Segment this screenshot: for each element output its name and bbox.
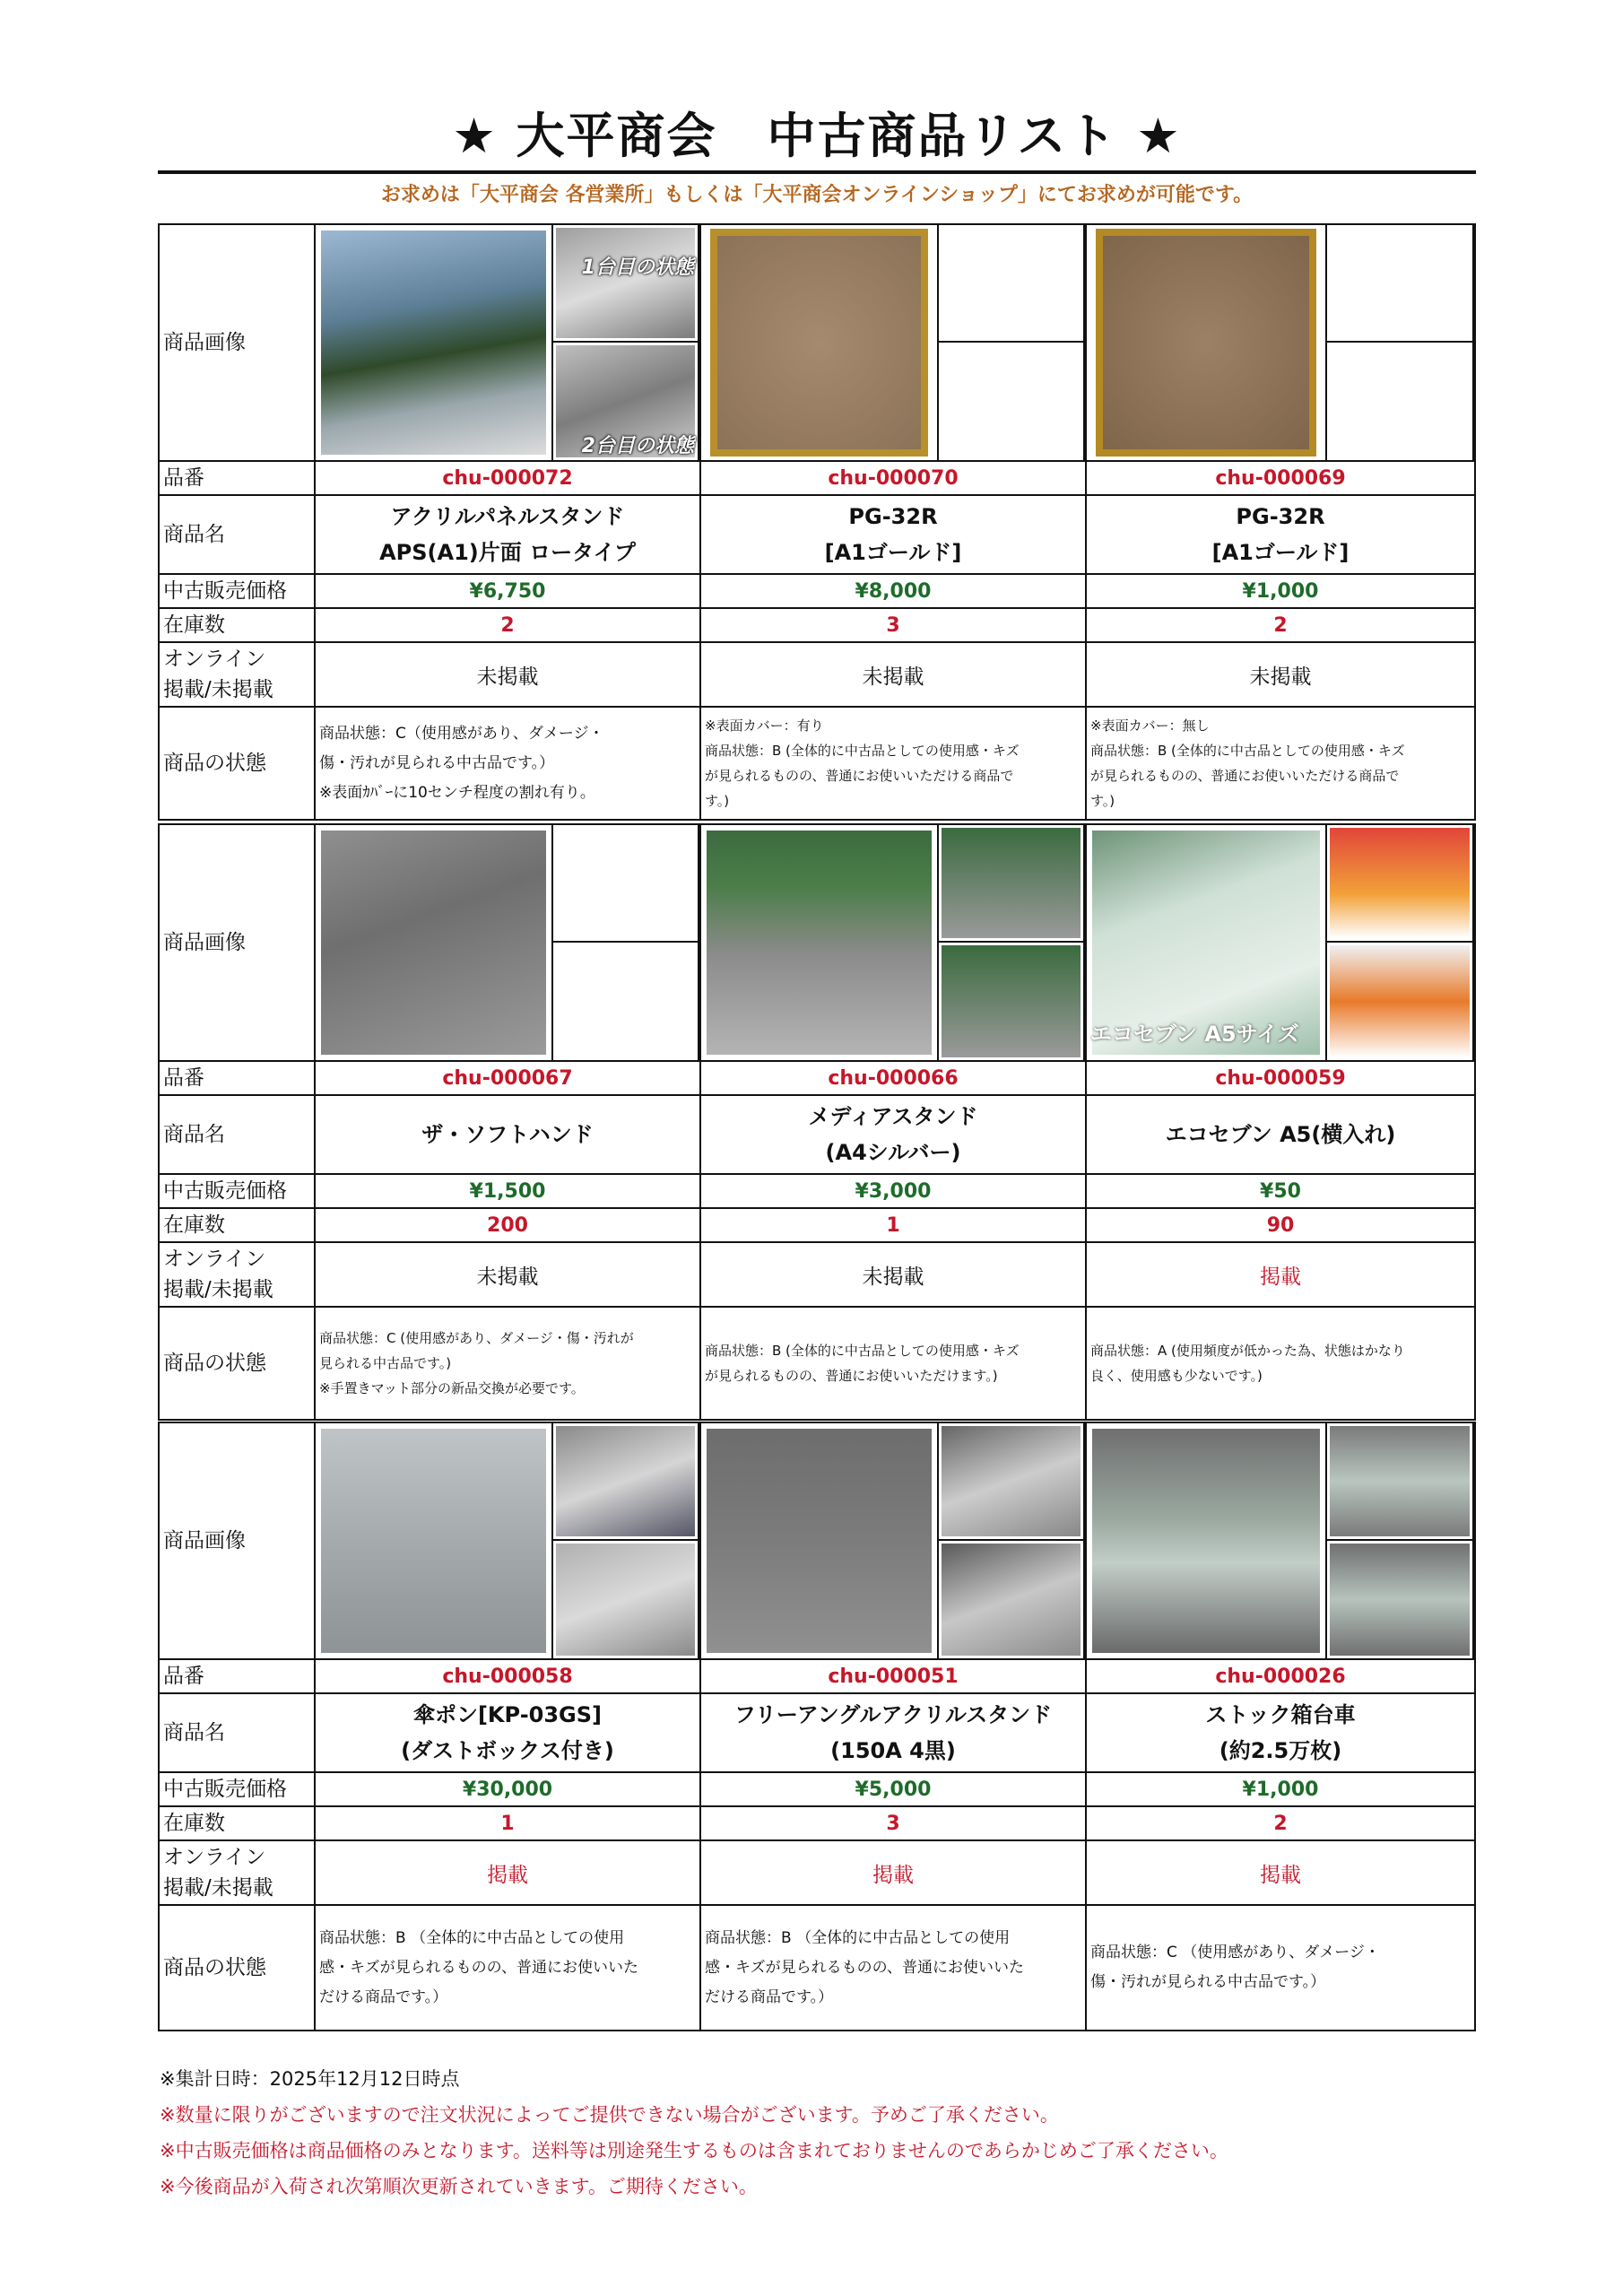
row-label-image: 商品画像 xyxy=(159,1422,315,1659)
product-stock: 200 xyxy=(487,1213,528,1237)
condition-line: 良く、使用感も少ないです。) xyxy=(1090,1368,1263,1384)
row-label-code: 品番 xyxy=(159,1061,315,1095)
condition-line: が見られるものの、普通にお使いいただけます。) xyxy=(705,1368,998,1384)
product-price-cell xyxy=(1086,1174,1475,1208)
product-price: ¥50 xyxy=(1260,1179,1301,1203)
title-divider xyxy=(158,170,1476,174)
product-price: ¥6,750 xyxy=(469,579,546,603)
product-condition-cell xyxy=(1086,1905,1475,2031)
product-stock-cell xyxy=(700,608,1086,642)
product-photo xyxy=(1087,225,1327,460)
product-photo-thumb xyxy=(1327,943,1474,1060)
online-status: 未掲載 xyxy=(1249,665,1312,689)
online-status: 掲載 xyxy=(487,1863,528,1887)
product-stock-cell xyxy=(1086,1208,1475,1242)
product-image-cell xyxy=(700,224,1086,461)
product-name-line-1: ザ・ソフトハンド xyxy=(421,1122,594,1147)
product-price-cell xyxy=(315,1174,700,1208)
row-label-stock: 在庫数 xyxy=(159,1806,315,1840)
product-code-cell xyxy=(700,1659,1086,1693)
product-online-cell xyxy=(700,1840,1086,1905)
product-condition-cell xyxy=(315,1905,700,2031)
product-condition-cell xyxy=(700,1905,1086,2031)
footer-date: ※集計日時：2025年12月12日時点 xyxy=(160,2068,460,2090)
condition-line: ※表面カバー：有り xyxy=(705,718,824,734)
condition-line: だける商品です。） xyxy=(705,1987,834,2006)
product-photo xyxy=(1087,1423,1327,1658)
product-photo xyxy=(701,225,939,460)
product-price: ¥30,000 xyxy=(462,1778,553,1801)
product-block-2 xyxy=(158,823,1474,1421)
product-stock: 1 xyxy=(886,1213,900,1237)
product-table xyxy=(158,823,1476,1421)
page-subtitle: お求めは「大平商会 各営業所」もしくは「大平商会オンラインショップ」にてお求めが可能です。 xyxy=(380,184,1254,206)
product-online-cell xyxy=(315,1840,700,1905)
condition-line: 傷・汚れが見られる中古品です。） xyxy=(319,753,555,772)
row-label-price: 中古販売価格 xyxy=(159,1772,315,1806)
product-name-cell xyxy=(700,1693,1086,1772)
product-photo-thumb xyxy=(553,1541,699,1658)
condition-line: 商品状態：B （全体的に中古品としての使用 xyxy=(319,1928,625,1947)
product-name-line-1: PG-32R xyxy=(1236,504,1325,529)
product-condition-cell xyxy=(1086,1307,1475,1420)
product-price-cell xyxy=(700,574,1086,608)
product-image-cell xyxy=(1086,1422,1475,1659)
product-image-cell xyxy=(700,824,1086,1061)
condition-line: ※表面ｶﾊﾞｰに10センチ程度の割れ有り。 xyxy=(319,783,595,802)
condition-line: ※手置きマット部分の新品交換が必要です。 xyxy=(319,1380,585,1396)
footer-notes xyxy=(160,2061,1228,2205)
product-code: chu-000072 xyxy=(442,466,573,490)
product-name-line-1: エコセブン A5(横入れ) xyxy=(1165,1122,1396,1147)
product-photo-thumb xyxy=(1327,825,1474,943)
product-stock-cell xyxy=(315,1806,700,1840)
condition-line: 見られる中古品です。) xyxy=(319,1355,452,1371)
product-name-line-2: (ダストボックス付き) xyxy=(401,1738,614,1763)
row-label-image: 商品画像 xyxy=(159,224,315,461)
row-label-condition: 商品の状態 xyxy=(159,1905,315,2031)
product-price-cell xyxy=(1086,1772,1475,1806)
online-status: 未掲載 xyxy=(862,665,924,689)
row-label-image: 商品画像 xyxy=(159,824,315,1061)
condition-line: 商品状態：C （使用感があり、ダメージ・ xyxy=(1090,1944,1380,1961)
product-price-cell xyxy=(700,1772,1086,1806)
product-code: chu-000066 xyxy=(828,1066,959,1090)
photo-state-label: 1台目の状態 xyxy=(581,257,694,279)
condition-line: ※表面カバー：無し xyxy=(1090,718,1210,734)
product-condition-cell xyxy=(700,1307,1086,1420)
row-label-online xyxy=(159,642,315,707)
row-label-line: 掲載/未掲載 xyxy=(163,1876,273,1900)
row-label-condition: 商品の状態 xyxy=(159,1307,315,1420)
product-code: chu-000070 xyxy=(828,466,959,490)
condition-line: 感・キズが見られるものの、普通にお使いいた xyxy=(319,1958,638,1977)
product-name-line-1: ストック箱台車 xyxy=(1205,1702,1356,1727)
product-photo-thumb xyxy=(553,343,699,460)
product-code: chu-000026 xyxy=(1215,1665,1346,1688)
row-label-price: 中古販売価格 xyxy=(159,1174,315,1208)
empty-photo-slot xyxy=(939,225,1085,343)
product-name-cell xyxy=(315,1095,700,1174)
product-name-line-1: アクリルパネルスタンド xyxy=(390,504,625,529)
product-online-cell xyxy=(315,642,700,707)
product-code-cell xyxy=(315,1061,700,1095)
condition-line: 商品状態：B (全体的に中古品としての使用感・キズ xyxy=(705,743,1020,759)
product-photo-thumb xyxy=(1327,1423,1474,1541)
product-online-cell xyxy=(1086,1242,1475,1307)
condition-line: 感・キズが見られるものの、普通にお使いいた xyxy=(705,1958,1024,1977)
product-name-line-2: [A1ゴールド] xyxy=(824,540,962,565)
empty-photo-slot xyxy=(1327,225,1474,343)
product-name-cell xyxy=(1086,1693,1475,1772)
online-status: 未掲載 xyxy=(476,665,539,689)
product-image-cell xyxy=(1086,224,1475,461)
product-name-cell xyxy=(1086,495,1475,574)
row-label-line: 掲載/未掲載 xyxy=(163,1278,273,1301)
product-name-line-2: (約2.5万枚) xyxy=(1219,1738,1342,1763)
product-photo-thumb xyxy=(939,943,1085,1060)
product-code-cell xyxy=(315,1659,700,1693)
product-price: ¥1,500 xyxy=(469,1179,546,1203)
product-name-cell xyxy=(315,1693,700,1772)
product-name-line-1: 傘ポン[KP-03GS] xyxy=(412,1702,603,1727)
product-price-cell xyxy=(700,1174,1086,1208)
product-photo-thumb xyxy=(939,1541,1085,1658)
condition-line: す。) xyxy=(705,793,730,809)
product-price: ¥5,000 xyxy=(855,1778,932,1801)
row-label-price: 中古販売価格 xyxy=(159,574,315,608)
product-price-cell xyxy=(315,1772,700,1806)
condition-line: 商品状態：C（使用感があり、ダメージ・ xyxy=(319,724,604,743)
product-price: ¥8,000 xyxy=(855,579,932,603)
product-name-line-2: APS(A1)片面 ロータイプ xyxy=(379,540,636,565)
footer-note-1: ※数量に限りがございますので注文状況によってご提供できない場合がございます。予めご了承ください。 xyxy=(160,2104,1059,2126)
condition-line: が見られるものの、普通にお使いいただける商品で xyxy=(705,768,1014,784)
product-photo-thumb xyxy=(1327,1541,1474,1658)
product-block-1 xyxy=(158,223,1474,821)
product-name-line-2: [A1ゴールド] xyxy=(1211,540,1350,565)
condition-line: 傷・汚れが見られる中古品です。） xyxy=(1090,1973,1326,1991)
product-stock: 90 xyxy=(1266,1213,1295,1237)
product-code-cell xyxy=(1086,461,1475,495)
product-image-cell xyxy=(315,824,700,1061)
row-label-line: オンライン xyxy=(163,648,266,671)
photo-state-label: 2台目の状態 xyxy=(581,435,694,457)
product-code-cell xyxy=(1086,1659,1475,1693)
product-name-cell xyxy=(700,495,1086,574)
condition-line: だける商品です。） xyxy=(319,1987,448,2006)
condition-line: が見られるものの、普通にお使いいただける商品で xyxy=(1090,768,1400,784)
product-online-cell xyxy=(315,1242,700,1307)
product-online-cell xyxy=(700,1242,1086,1307)
product-price: ¥3,000 xyxy=(855,1179,932,1203)
product-code-cell xyxy=(700,1061,1086,1095)
page-title: ★ 大平商会 中古商品リスト ★ xyxy=(452,108,1182,164)
product-photo xyxy=(316,225,553,460)
online-status: 掲載 xyxy=(872,1863,914,1887)
row-label-stock: 在庫数 xyxy=(159,1208,315,1242)
product-name-line-1: フリーアングルアクリルスタンド xyxy=(733,1702,1053,1727)
product-image-cell xyxy=(700,1422,1086,1659)
product-name-line-2: (150A 4黒) xyxy=(830,1738,956,1763)
product-stock-cell xyxy=(1086,608,1475,642)
product-photo-thumb xyxy=(553,1423,699,1541)
product-photo xyxy=(701,825,939,1060)
product-image-cell xyxy=(315,224,700,461)
row-label-line: オンライン xyxy=(163,1846,266,1869)
product-name-cell xyxy=(1086,1095,1475,1174)
product-stock-cell xyxy=(700,1208,1086,1242)
row-label-condition: 商品の状態 xyxy=(159,707,315,820)
product-code-cell xyxy=(315,461,700,495)
product-name-line-1: メディアスタンド xyxy=(808,1104,978,1129)
product-stock: 3 xyxy=(886,613,900,637)
row-label-online xyxy=(159,1840,315,1905)
product-code: chu-000059 xyxy=(1215,1066,1346,1090)
product-condition-cell xyxy=(315,1307,700,1420)
empty-photo-slot xyxy=(1327,343,1474,460)
online-status: 未掲載 xyxy=(862,1265,924,1289)
footer-note-3: ※今後商品が入荷され次第順次更新されていきます。ご期待ください。 xyxy=(160,2176,758,2197)
row-label-stock: 在庫数 xyxy=(159,608,315,642)
online-status: 掲載 xyxy=(1260,1265,1301,1289)
product-table xyxy=(158,1422,1476,2031)
product-code-cell xyxy=(1086,1061,1475,1095)
product-code: chu-000051 xyxy=(828,1665,959,1688)
product-photo xyxy=(1087,825,1327,1060)
product-name-cell xyxy=(315,495,700,574)
product-block-3 xyxy=(158,1422,1474,2031)
product-photo xyxy=(701,1423,939,1658)
row-label-name: 商品名 xyxy=(159,1693,315,1772)
row-label-online xyxy=(159,1242,315,1307)
online-status: 掲載 xyxy=(1260,1863,1301,1887)
product-condition-cell xyxy=(1086,707,1475,820)
product-name-cell xyxy=(700,1095,1086,1174)
product-code: chu-000067 xyxy=(442,1066,573,1090)
product-price-cell xyxy=(1086,574,1475,608)
condition-line: 商品状態：B (全体的に中古品としての使用感・キズ xyxy=(1090,743,1405,759)
row-label-line: オンライン xyxy=(163,1248,266,1271)
product-stock-cell xyxy=(1086,1806,1475,1840)
product-online-cell xyxy=(1086,1840,1475,1905)
product-stock: 2 xyxy=(500,613,515,637)
product-condition-cell xyxy=(700,707,1086,820)
row-label-line: 掲載/未掲載 xyxy=(163,678,273,701)
product-photo xyxy=(316,825,553,1060)
product-photo-thumb xyxy=(939,825,1085,943)
row-label-code: 品番 xyxy=(159,1659,315,1693)
row-label-code: 品番 xyxy=(159,461,315,495)
product-stock: 3 xyxy=(886,1812,900,1835)
product-stock: 2 xyxy=(1273,1812,1288,1835)
product-stock-cell xyxy=(315,608,700,642)
product-name-line-2: (A4シルバー) xyxy=(825,1140,961,1165)
product-condition-cell xyxy=(315,707,700,820)
condition-line: 商品状態：B （全体的に中古品としての使用 xyxy=(705,1928,1011,1947)
empty-photo-slot xyxy=(553,825,699,943)
product-photo xyxy=(316,1423,553,1658)
product-image-cell xyxy=(315,1422,700,1659)
empty-photo-slot xyxy=(939,343,1085,460)
product-code-cell xyxy=(700,461,1086,495)
product-table xyxy=(158,223,1476,821)
online-status: 未掲載 xyxy=(476,1265,539,1289)
product-stock-cell xyxy=(315,1208,700,1242)
product-stock: 2 xyxy=(1273,613,1288,637)
product-price: ¥1,000 xyxy=(1242,1778,1319,1801)
product-online-cell xyxy=(700,642,1086,707)
product-stock-cell xyxy=(700,1806,1086,1840)
product-code: chu-000069 xyxy=(1215,466,1346,490)
row-label-name: 商品名 xyxy=(159,495,315,574)
condition-line: す。) xyxy=(1090,793,1115,809)
product-online-cell xyxy=(1086,642,1475,707)
row-label-name: 商品名 xyxy=(159,1095,315,1174)
product-price-cell xyxy=(315,574,700,608)
product-name-line-1: PG-32R xyxy=(848,504,938,529)
photo-caption: エコセブン A5サイズ xyxy=(1090,1022,1299,1047)
product-photo-thumb xyxy=(553,225,699,343)
product-code: chu-000058 xyxy=(442,1665,573,1688)
condition-line: 商品状態：A (使用頻度が低かった為、状態はかなり xyxy=(1090,1343,1405,1359)
product-photo-thumb xyxy=(939,1423,1085,1541)
product-image-cell xyxy=(1086,824,1475,1061)
condition-line: 商品状態：B (全体的に中古品としての使用感・キズ xyxy=(705,1343,1020,1359)
product-stock: 1 xyxy=(500,1812,515,1835)
empty-photo-slot xyxy=(553,943,699,1060)
product-price: ¥1,000 xyxy=(1242,579,1319,603)
condition-line: 商品状態：C (使用感があり、ダメージ・傷・汚れが xyxy=(319,1330,634,1346)
footer-note-2: ※中古販売価格は商品価格のみとなります。送料等は別途発生するものは含まれておりませんのであらかじめご了承ください。 xyxy=(160,2140,1228,2161)
